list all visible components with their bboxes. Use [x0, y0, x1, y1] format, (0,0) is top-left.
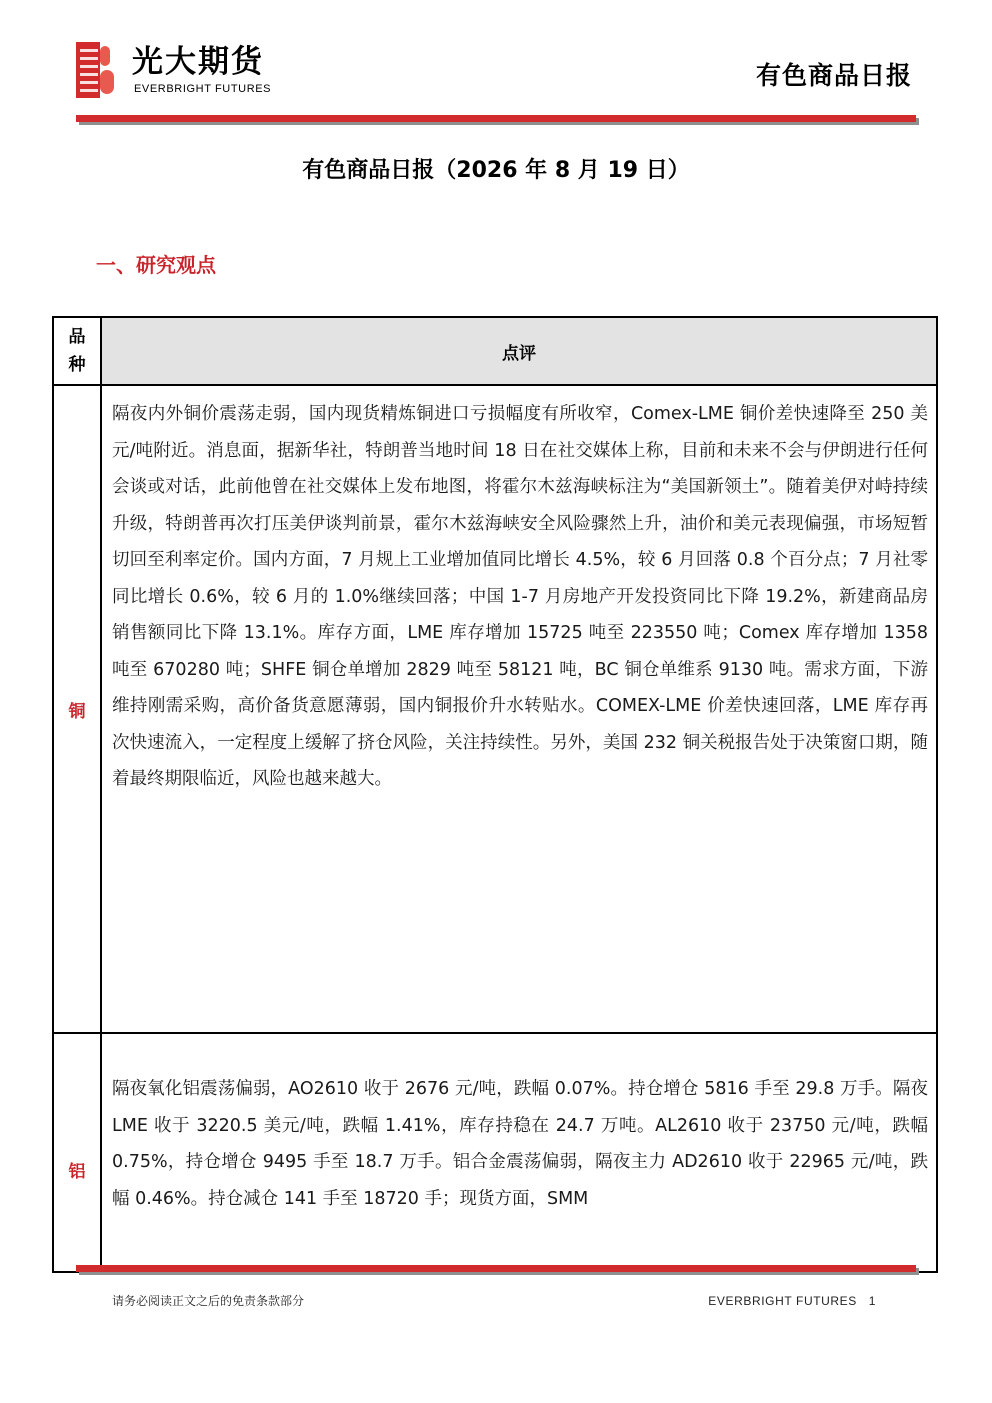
section-heading: 一、研究观点: [96, 253, 216, 277]
table-row-comment-copper: [112, 396, 928, 798]
logo-english-name: EVERBRIGHT FUTURES: [134, 83, 272, 95]
commentary-table: [52, 316, 938, 1273]
footer-brand: EVERBRIGHT FUTURES: [708, 1294, 857, 1308]
footer-disclaimer: 请务必阅读正文之后的免责条款部分: [112, 1294, 305, 1308]
header-report-name: 有色商品日报: [755, 61, 912, 90]
table-row-comment-aluminium: [112, 1071, 928, 1217]
table-row-category-aluminium: 铝: [68, 1161, 86, 1182]
page-number: 1: [868, 1294, 876, 1308]
company-logo-icon: [76, 42, 116, 98]
header-divider: [76, 115, 916, 122]
table-row-category-copper: 铜: [68, 701, 86, 722]
copper-comment-text: 隔夜内外铜价震荡走弱，国内现货精炼铜进口亏损幅度有所收窄，Comex-LME 铜价差快速降至 250 美元/吨附近。消息面，据新华社，特朗普当地时间 18 日在社交媒体上称，目前和未来不会与伊朗进行任何会谈或对话，此前他曾在社交媒体上发布地图，将霍尔木兹海峡标注为“美国新领土”。随着美伊对峙持续升级，特朗普再次打压美伊谈判前景，霍尔木兹海峡安全风险骤然上升，油价和美元表现偏强，市场短暂切回至利率定价。国内方面，7 月规上工业增加值同比增长 4.5%，较 6 月回落 0.8 个百分点；7 月社零同比增长 0.6%，较 6 月的 1.0%继续回落；中国 1-7 月房地产开发投资同比下降 19.2%，新建商品房销售额同比下降 13.1%。库存方面，LME 库存增加 15725 吨至 223550 吨；Comex 库存增加 1358 吨至 670280 吨；SHFE 铜仓单增加 2829 吨至 58121 吨，BC 铜仓单维系 9130 吨。需求方面，下游维持刚需采购，高价备货意愿薄弱，国内铜报价升水转贴水。COMEX-LME 价差快速回落，LME 库存再次快速流入，一定程度上缓解了挤仓风险，关注持续性。另外，美国 232 铜关税报告处于决策窗口期，随着最终期限临近，风险也越来越大。: [112, 404, 928, 789]
table-header-divider: [54, 384, 936, 386]
logo-chinese-name: 光大期货: [132, 44, 264, 80]
column-header-category: [54, 318, 100, 384]
table-row-divider: [54, 1032, 936, 1034]
column-header-comment: 点评: [102, 318, 936, 384]
column-header-category-text: 品种: [68, 327, 86, 375]
footer-divider: [76, 1265, 916, 1272]
footer-brand-page: [708, 1292, 876, 1310]
document-title: 有色商品日报（2026 年 8 月 19 日）: [302, 158, 690, 183]
table-column-divider: [100, 318, 102, 1271]
aluminium-comment-text: 隔夜氧化铝震荡偏弱，AO2610 收于 2676 元/吨，跌幅 0.07%。持仓增仓 5816 手至 29.8 万手。隔夜 LME 收于 3220.5 美元/吨，跌幅 1.41%，库存持稳在 24.7 万吨。AL2610 收于 23750 元/吨，跌幅 0.75%，持仓增仓 9495 手至 18.7 万手。铝合金震荡偏弱，隔夜主力 AD2610 收于 22965 元/吨，跌幅 0.46%。持仓减仓 141 手至 18720 手；现货方面，SMM: [112, 1079, 928, 1209]
